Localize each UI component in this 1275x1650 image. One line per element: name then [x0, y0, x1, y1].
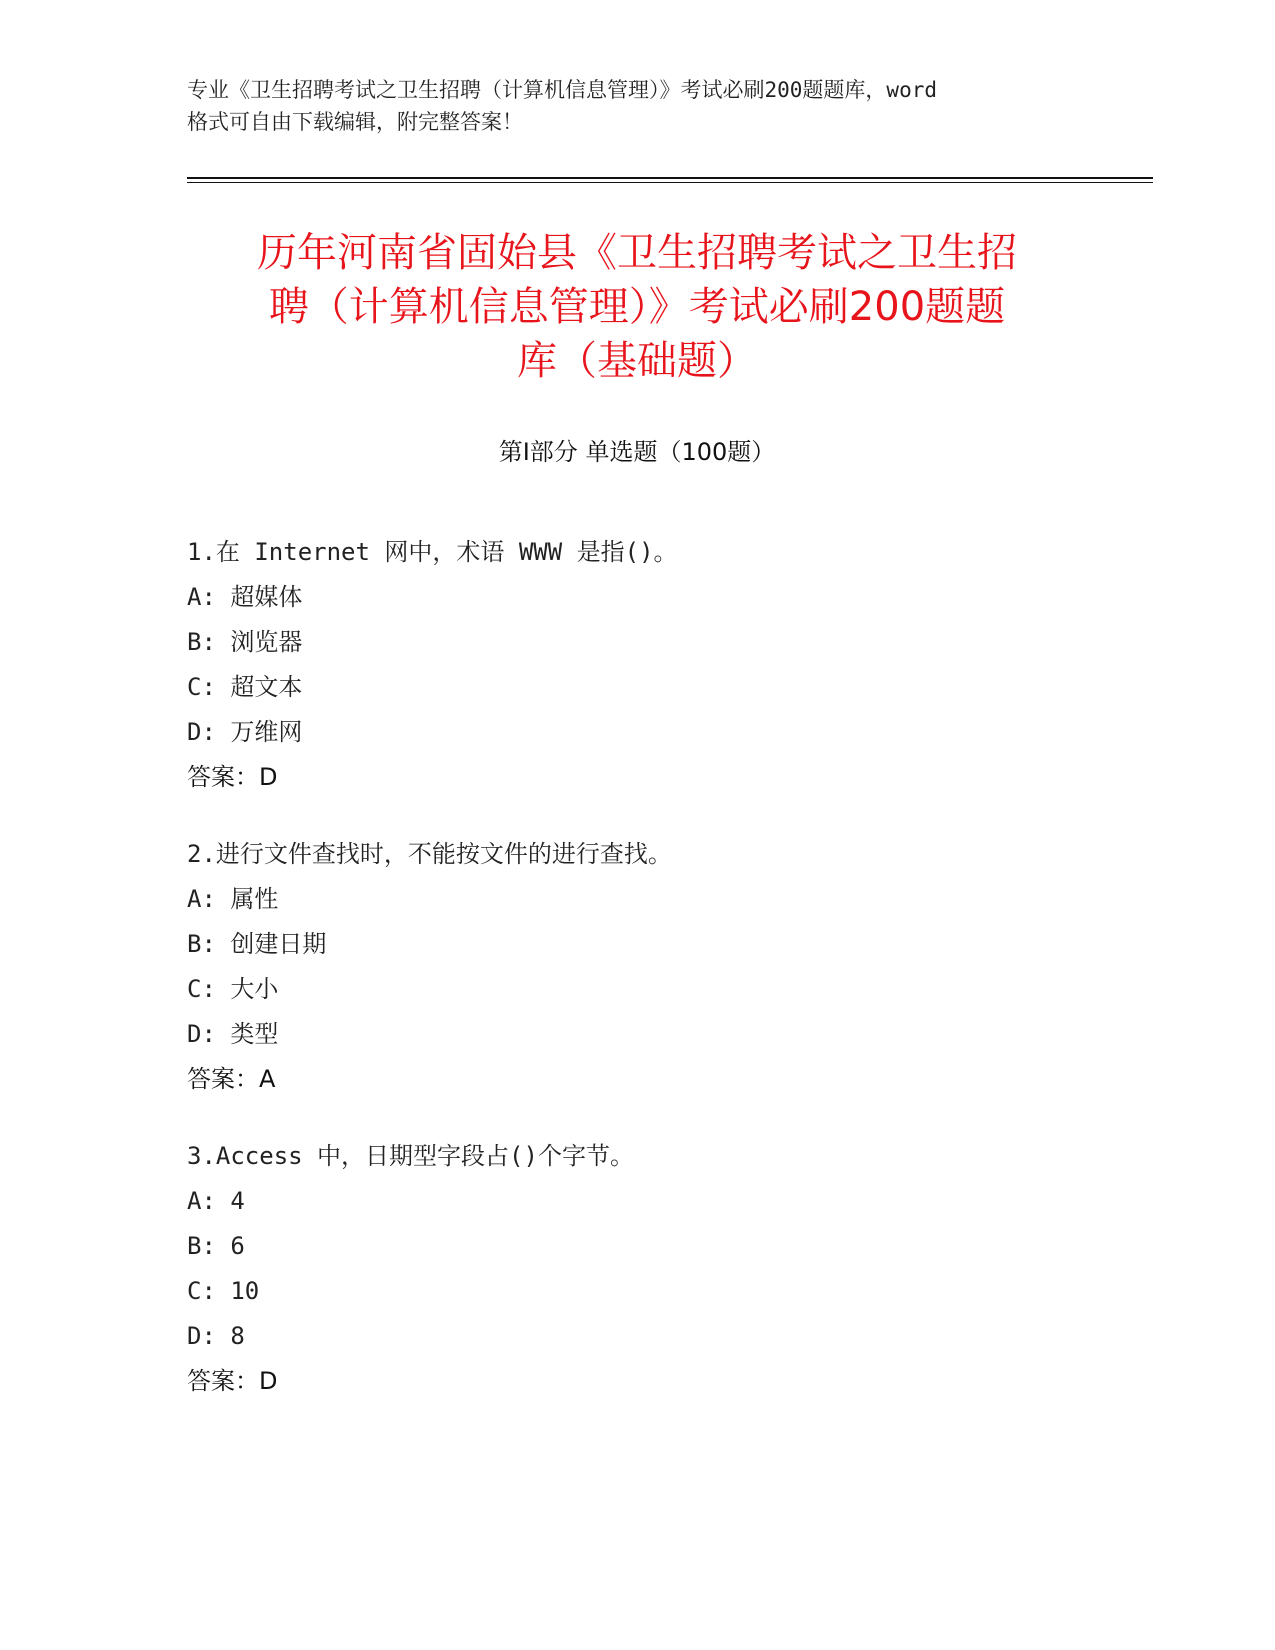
question-list	[187, 530, 1147, 1436]
option-d: D: 万维网	[187, 718, 303, 746]
option-a: A: 超媒体	[187, 583, 303, 611]
option-b: B: 创建日期	[187, 930, 327, 958]
header-note	[187, 74, 1087, 138]
option-d: D: 类型	[187, 1020, 279, 1048]
question-item	[187, 1134, 1147, 1404]
option-a: A: 属性	[187, 885, 279, 913]
answer-line: 答案：D	[187, 1367, 278, 1395]
option-b: B: 浏览器	[187, 628, 303, 656]
option-a: A: 4	[187, 1187, 245, 1215]
option-d: D: 8	[187, 1322, 245, 1350]
option-c: C: 大小	[187, 975, 279, 1003]
question-item	[187, 530, 1147, 800]
option-c: C: 10	[187, 1277, 260, 1305]
header-note-line: 专业《卫生招聘考试之卫生招聘（计算机信息管理）》考试必刷200题题库，word	[187, 78, 937, 102]
document-title-line: 库（基础题）	[517, 338, 757, 384]
question-stem: 2.进行文件查找时，不能按文件的进行查找。	[187, 840, 672, 868]
header-divider-thick	[187, 177, 1153, 179]
answer-line: 答案：A	[187, 1065, 276, 1093]
question-item	[187, 832, 1147, 1102]
answer-line: 答案：D	[187, 763, 278, 791]
option-b: B: 6	[187, 1232, 245, 1260]
document-title-line: 历年河南省固始县《卫生招聘考试之卫生招	[257, 230, 1017, 276]
header-note-line: 格式可自由下载编辑，附完整答案！	[187, 110, 523, 134]
document-title-line: 聘（计算机信息管理）》考试必刷200题题	[268, 284, 1006, 330]
document-title	[187, 226, 1087, 388]
option-c: C: 超文本	[187, 673, 303, 701]
question-stem: 1.在 Internet 网中，术语 WWW 是指()。	[187, 538, 678, 566]
section-heading: 第Ⅰ部分 单选题（100题）	[498, 438, 776, 466]
header-divider-thin	[187, 182, 1153, 183]
question-stem: 3.Access 中，日期型字段占()个字节。	[187, 1142, 634, 1170]
